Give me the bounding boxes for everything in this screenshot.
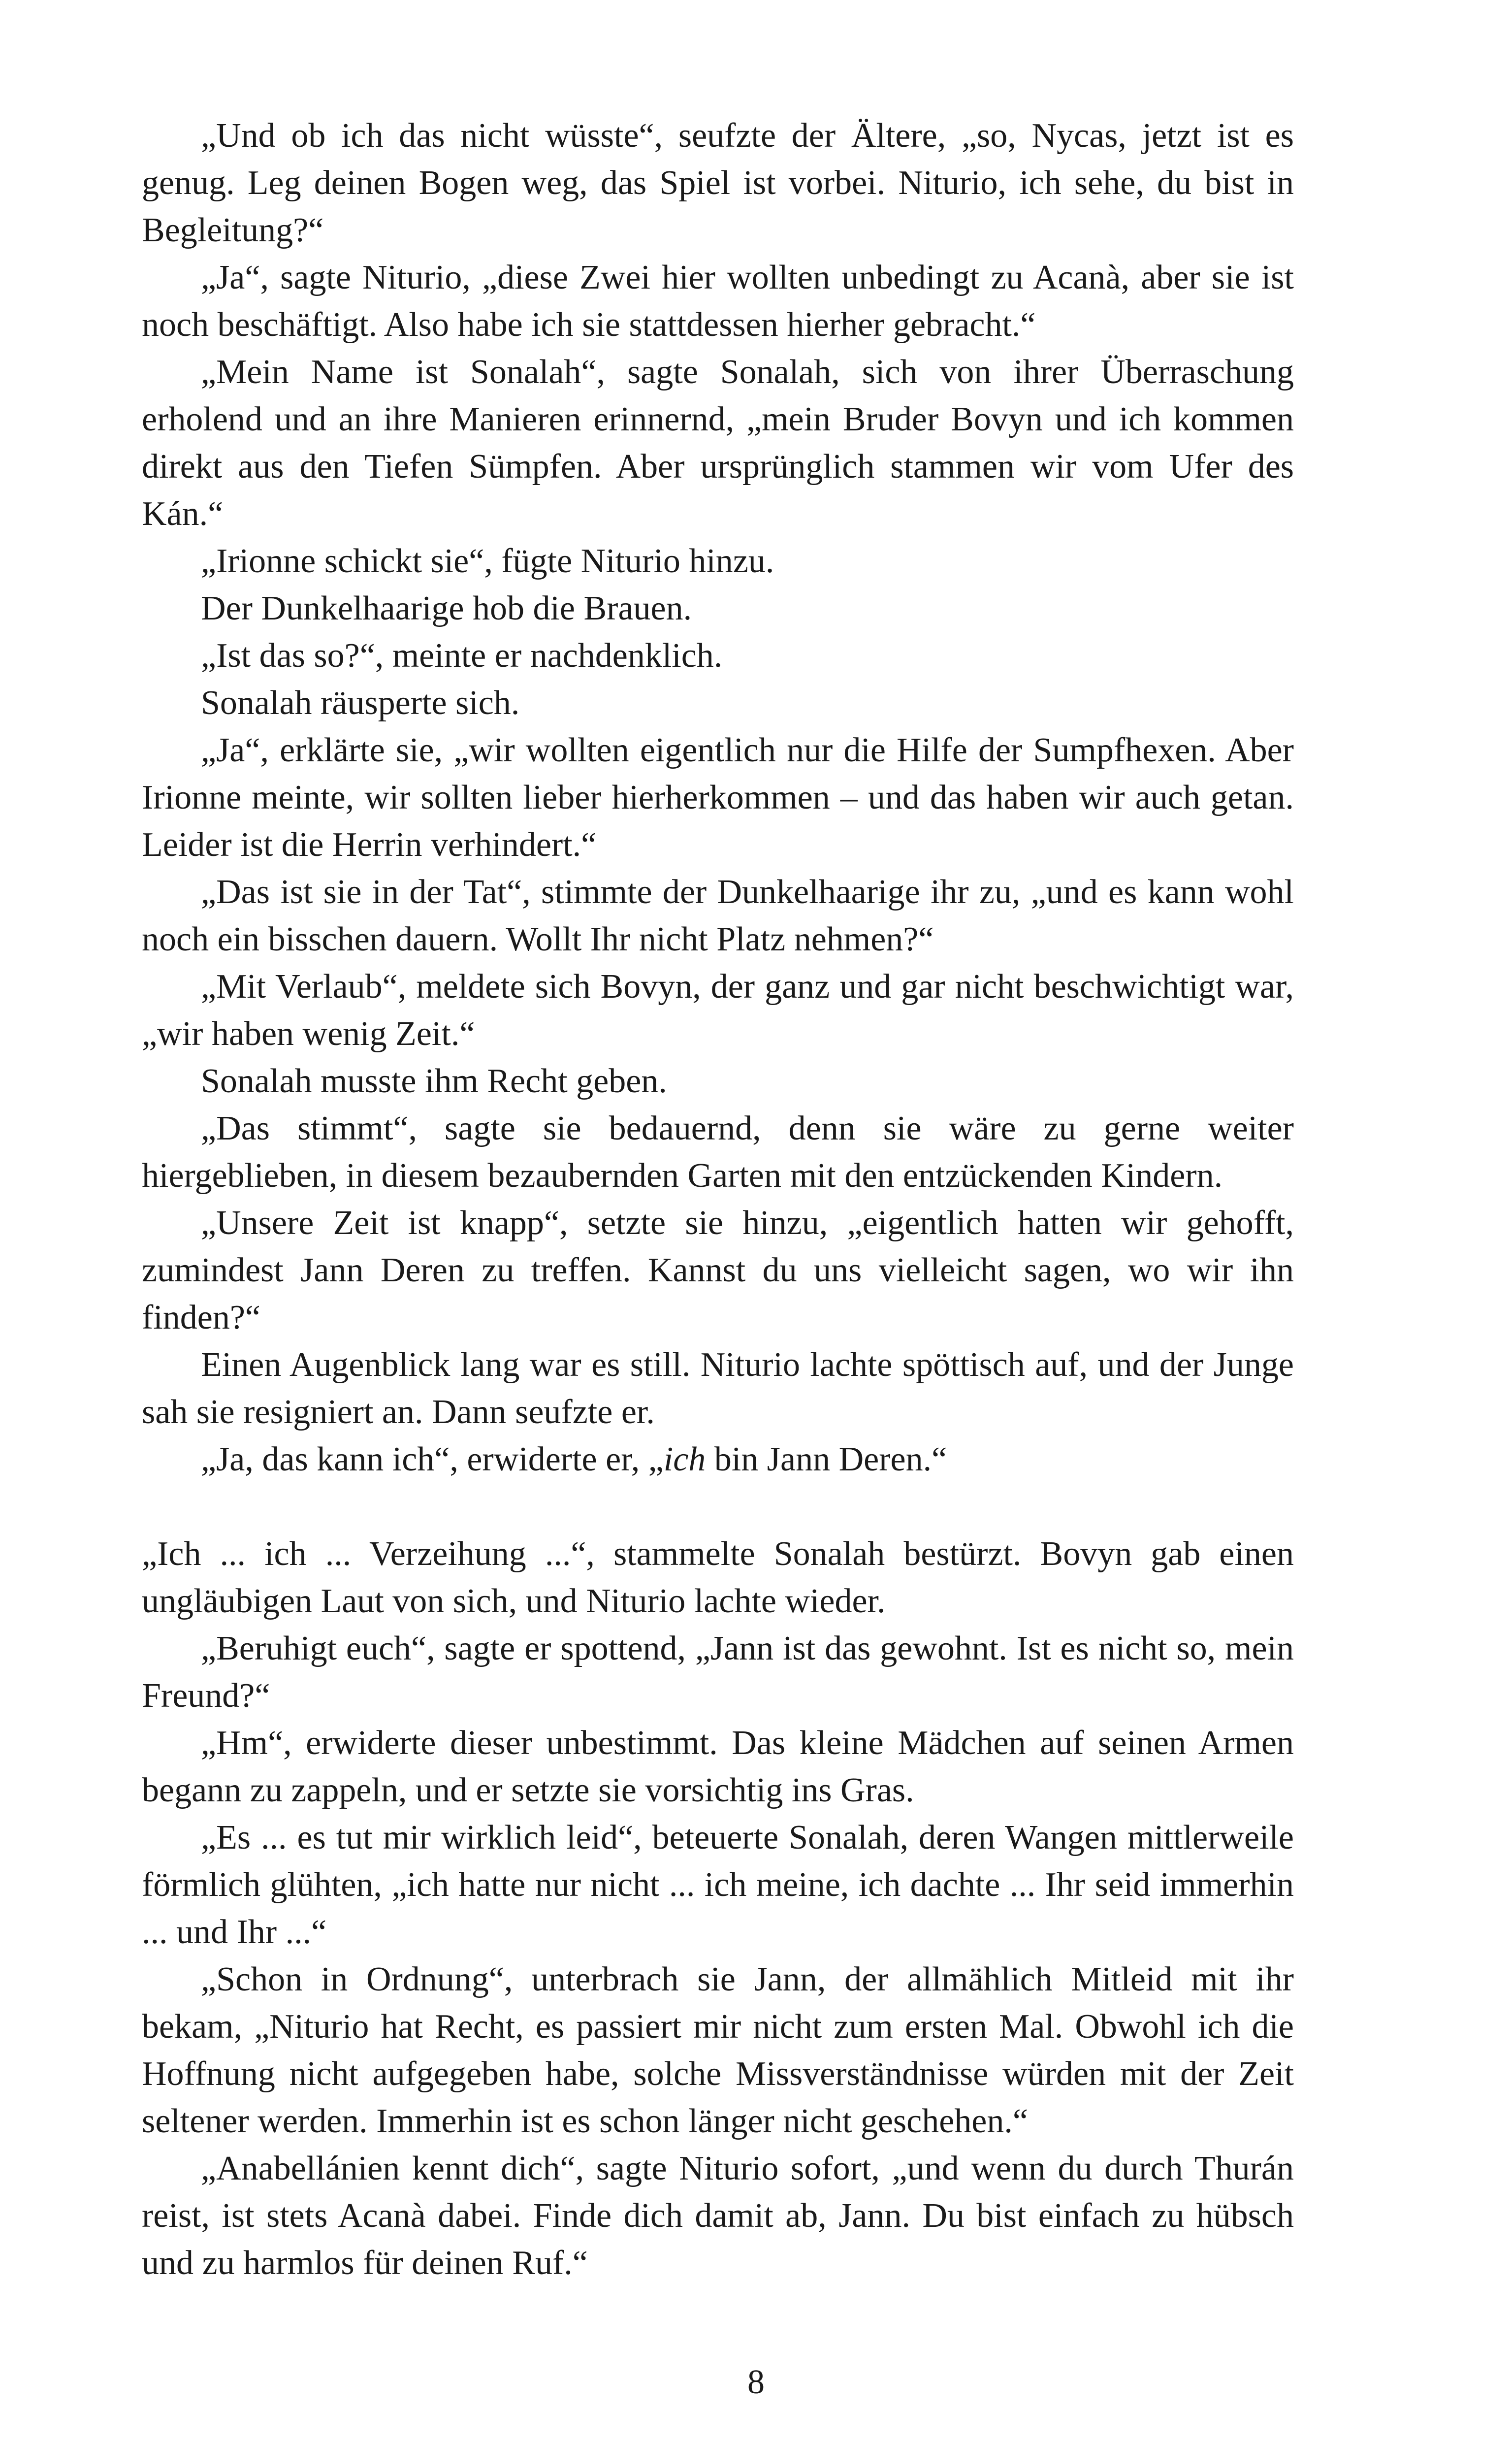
page-number: 8 <box>747 2363 765 2401</box>
paragraph: „Schon in Ordnung“, unterbrach sie Jann, der allmählich Mitleid mit ihr bekam, „Niturio hat Recht, es passiert mir nicht zum ersten Mal. Obwohl ich die Hoffnung nicht aufgegeben habe, solche Missverständnisse würden mit der Zeit seltener werden. Immerhin ist es schon länger nicht geschehen.“ <box>142 1960 1294 2140</box>
paragraph: „Das stimmt“, sagte sie bedauernd, denn sie wäre zu gerne weiter hiergeblieben, in diesem bezaubernden Garten mit den entzückenden Kindern. <box>142 1109 1294 1195</box>
paragraph: Sonalah musste ihm Recht geben. <box>201 1062 667 1100</box>
paragraph: „Es ... es tut mir wirklich leid“, beteuerte Sonalah, deren Wangen mittlerweile förmlich glühten, „ich hatte nur nicht ... ich meine, ich dachte ... Ihr seid immerhin ... und Ihr ...“ <box>142 1819 1294 1951</box>
paragraph: „Ist das so?“, meinte er nachdenklich. <box>201 637 723 675</box>
paragraph: „Und ob ich das nicht wüsste“, seufzte der Ältere, „so, Nycas, jetzt ist es genug. Leg deinen Bogen weg, das Spiel ist vorbei. Niturio, ich sehe, du bist in Begleitung?“ <box>142 117 1294 249</box>
paragraph: „Ich ... ich ... Verzeihung ...“, stammelte Sonalah bestürzt. Bovyn gab einen ungläubigen Laut von sich, und Niturio lachte wieder. <box>142 1535 1294 1620</box>
text-run: bin Jann Deren.“ <box>706 1440 947 1478</box>
paragraph: Sonalah räusperte sich. <box>201 684 520 722</box>
paragraph: „Unsere Zeit ist knapp“, setzte sie hinzu, „eigentlich hatten wir gehofft, zumindest Jann Deren zu treffen. Kannst du uns vielleicht sagen, wo wir ihn finden?“ <box>142 1204 1294 1336</box>
paragraph: „Ja“, erklärte sie, „wir wollten eigentlich nur die Hilfe der Sumpfhexen. Aber Irionne meinte, wir sollten lieber hierherkommen – und das haben wir auch getan. Leider ist die Herrin verhindert.“ <box>142 731 1294 864</box>
paragraph: „Mit Verlaub“, meldete sich Bovyn, der ganz und gar nicht beschwichtigt war, „wir haben wenig Zeit.“ <box>142 968 1294 1053</box>
text-run: „Ja, das kann ich“, erwiderte er, „ <box>201 1440 664 1478</box>
paragraph: „Mein Name ist Sonalah“, sagte Sonalah, sich von ihrer Überraschung erholend und an ihre Manieren erinnernd, „mein Bruder Bovyn und ich kommen direkt aus den Tiefen Sümpfen. Aber ursprünglich stammen wir vom Ufer des Kán.“ <box>142 353 1294 533</box>
italic-emphasis: ich <box>663 1440 706 1478</box>
paragraph: „Anabellánien kennt dich“, sagte Niturio sofort, „und wenn du durch Thurán reist, ist stets Acanà dabei. Finde dich damit ab, Jann. Du bist einfach zu hübsch und zu harmlos für deinen Ruf.“ <box>142 2150 1294 2282</box>
paragraph-with-italic <box>142 1436 1294 1483</box>
book-page-body <box>142 112 1294 2287</box>
paragraph: „Hm“, erwiderte dieser unbestimmt. Das kleine Mädchen auf seinen Armen begann zu zappeln, und er setzte sie vorsichtig ins Gras. <box>142 1724 1294 1809</box>
paragraph: Der Dunkelhaarige hob die Brauen. <box>201 589 692 627</box>
paragraph: „Ja“, sagte Niturio, „diese Zwei hier wollten unbedingt zu Acanà, aber sie ist noch beschäftigt. Also habe ich sie stattdessen hierher gebracht.“ <box>142 259 1294 344</box>
paragraph: „Das ist sie in der Tat“, stimmte der Dunkelhaarige ihr zu, „und es kann wohl noch ein bisschen dauern. Wollt Ihr nicht Platz nehmen?“ <box>142 873 1294 958</box>
section-break <box>142 1483 1294 1531</box>
paragraph: „Beruhigt euch“, sagte er spottend, „Jann ist das gewohnt. Ist es nicht so, mein Freund?“ <box>142 1629 1294 1715</box>
paragraph: Einen Augenblick lang war es still. Niturio lachte spöttisch auf, und der Junge sah sie resigniert an. Dann seufzte er. <box>142 1346 1294 1431</box>
paragraph: „Irionne schickt sie“, fügte Niturio hinzu. <box>201 542 774 580</box>
